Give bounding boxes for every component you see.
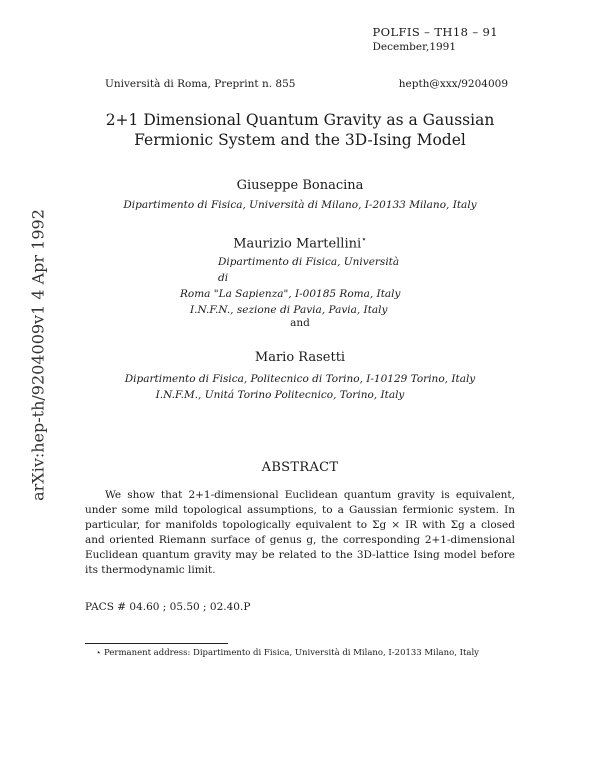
author-name: Mario Rasetti xyxy=(254,350,346,365)
abstract-body: We show that 2+1-dimensional Euclidean quantum gravity is equivalent, under some mild topological assumptions, to a Gaussian fermionic system. In particular, for manifolds topologically equivalent to Σg × IR with Σg a closed and oriented Riemann surface of genus g, the corresponding 2+1-dimensional Euclidean quantum gravity may be related to the 3D-lattice Ising model before its thermodynamic limit. xyxy=(85,489,515,576)
author-affiliation xyxy=(180,254,410,318)
affiliation-line: Dipartimento di Fisica, Università di xyxy=(218,256,400,284)
author-affiliation xyxy=(0,371,600,403)
footnote-divider xyxy=(85,643,228,644)
title-line-1: 2+1 Dimensional Quantum Gravity as a Gaussian xyxy=(105,111,495,129)
abstract-heading: ABSTRACT xyxy=(261,460,339,475)
affiliation-line: I.N.F.N., sezione di Pavia, Pavia, Italy xyxy=(190,304,388,316)
affiliation-line: Dipartimento di Fisica, Politecnico di Torino, I-10129 Torino, Italy xyxy=(124,373,476,385)
footnote-marker: ⋆ xyxy=(96,648,102,658)
affiliation-line: I.N.F.M., Unitá Torino Politecnico, Torino, Italy xyxy=(155,389,405,401)
affiliation-line: Roma "La Sapienza", I-00185 Roma, Italy xyxy=(180,288,401,300)
author-affiliation: Dipartimento di Fisica, Università di Milano, I-20133 Milano, Italy xyxy=(123,199,477,211)
report-number: POLFIS – TH18 – 91 xyxy=(372,25,498,39)
footnote xyxy=(96,648,479,658)
report-date: December,1991 xyxy=(372,41,457,53)
pacs-codes: PACS # 04.60 ; 05.50 ; 02.40.P xyxy=(85,601,251,613)
paper-title xyxy=(0,110,600,150)
footnote-text: Permanent address: Dipartimento di Fisica, Università di Milano, I-20133 Milano, Italy xyxy=(104,648,479,658)
author-name xyxy=(0,235,600,251)
arxiv-reference: hepth@xxx/9204009 xyxy=(398,78,508,90)
author-name-text: Maurizio Martellini xyxy=(233,236,362,252)
and-separator: and xyxy=(290,317,310,329)
footnote-marker: ⋆ xyxy=(361,235,367,245)
institution-preprint: Università di Roma, Preprint n. 855 xyxy=(105,78,296,90)
arxiv-stamp: arXiv:hep-th/9204009v1 4 Apr 1992 xyxy=(28,209,48,501)
author-name: Giuseppe Bonacina xyxy=(236,178,364,193)
title-line-2: Fermionic System and the 3D-Ising Model xyxy=(134,131,466,149)
report-header xyxy=(373,25,499,53)
